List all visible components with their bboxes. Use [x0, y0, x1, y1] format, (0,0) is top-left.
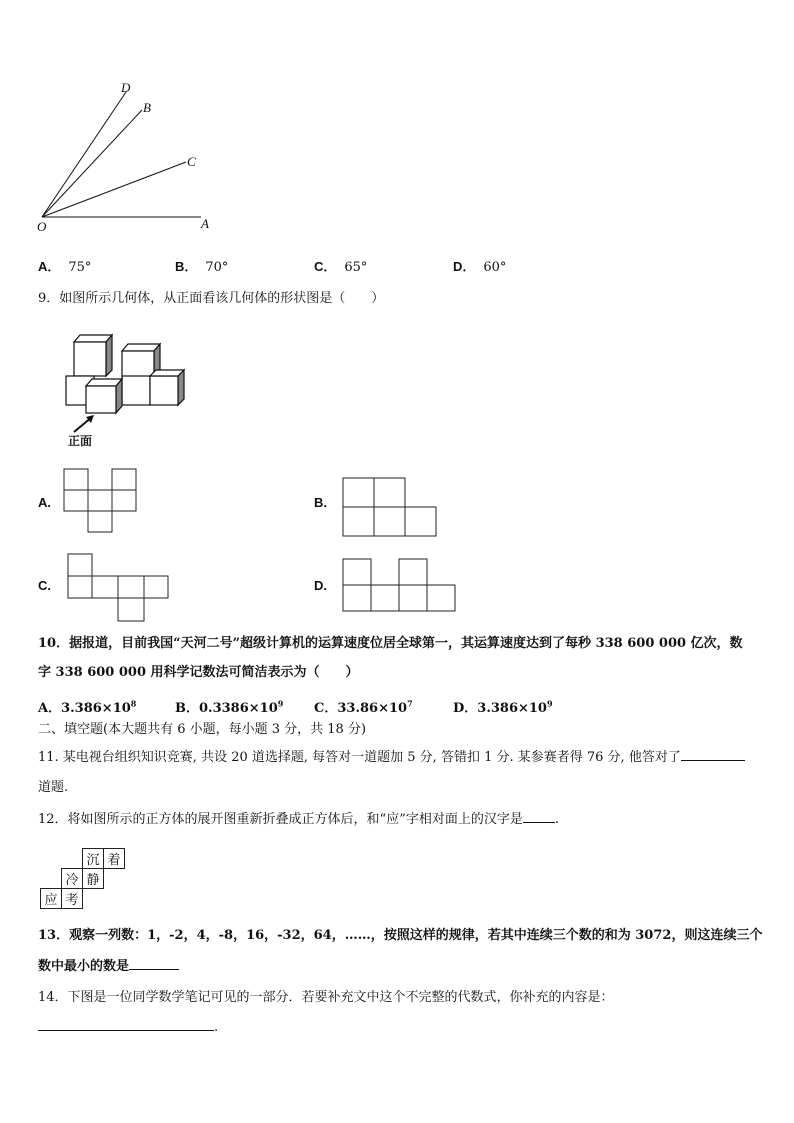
q9-option-b-key[interactable]: B.: [314, 495, 327, 510]
q13-line2: 数中最小的数是: [38, 957, 179, 977]
q10-option-a[interactable]: A．$3.386\times 10^8$: [38, 698, 137, 716]
q8-option-b[interactable]: B． 70°: [175, 259, 229, 275]
q9-stem: 9．如图所示几何体，从正面看该几何体的形状图是（ ）: [38, 291, 385, 306]
q13-answer-blank[interactable]: [129, 957, 179, 970]
label-b: B: [143, 100, 151, 115]
q14-answer-line: .: [38, 1018, 218, 1038]
q10-line2: 字 338 600 000 用科学记数法可简洁表示为（ ）: [38, 665, 359, 680]
q9-option-c-figure[interactable]: [66, 552, 172, 624]
q14-stem: 14．下图是一位同学数学笔记可见的一部分．若要补充文中这个不完整的代数式，你补充的内容是：: [38, 990, 614, 1005]
q10-line1: 10．据报道，目前我国“天河二号”超级计算机的运算速度位居全球第一，其运算速度达到了每秒 338 600 000 亿次，数: [38, 636, 743, 651]
q12-answer-blank[interactable]: [523, 810, 555, 823]
label-d: D: [121, 80, 131, 95]
cube-solid-figure: [62, 330, 197, 415]
q11-line2: 道题.: [38, 780, 69, 795]
label-c: C: [187, 154, 196, 169]
q11-answer-blank[interactable]: [681, 748, 745, 761]
cube-net-figure: 沉 着 冷 静 应 考: [40, 848, 125, 909]
q10-option-c[interactable]: C．$33.86\times 10^7$: [314, 698, 413, 716]
q14-answer-blank[interactable]: [38, 1018, 214, 1031]
q8-option-a[interactable]: A． 75°: [38, 259, 92, 275]
q9-option-a-key[interactable]: A.: [38, 495, 51, 510]
section-2-heading: 二、填空题(本大题共有 6 小题，每小题 3 分，共 18 分): [38, 722, 367, 737]
label-a: A: [201, 216, 209, 231]
q10-option-d[interactable]: D．$3.386\times 10^9$: [453, 698, 553, 716]
q9-option-d-figure[interactable]: [341, 557, 459, 615]
q11-line1: 11. 某电视台组织知识竞赛, 共设 20 道选择题, 每答对一道题加 5 分, 答错扣 1 分. 某参赛者得 76 分, 他答对了: [38, 748, 745, 768]
label-o: O: [37, 219, 47, 234]
q8-option-c[interactable]: C． 65°: [314, 259, 368, 275]
q9-option-a-figure[interactable]: [62, 467, 140, 537]
q13-line1: 13．观察一列数：1，-2，4，-8，16，-32，64，……，按照这样的规律，若其中连续三个数的和为 3072，则这连续三个: [38, 928, 763, 943]
q10-option-b[interactable]: B．$0.3386\times 10^9$: [175, 698, 284, 716]
q8-option-d[interactable]: D． 60°: [453, 259, 507, 275]
front-label: 正面: [68, 434, 93, 448]
q9-option-c-key[interactable]: C.: [38, 578, 51, 593]
q9-option-b-figure[interactable]: [341, 476, 441, 538]
q12-stem: 12．将如图所示的正方体的展开图重新折叠成正方体后，和“应”字相对面上的汉字是 .: [38, 812, 559, 827]
q9-option-d-key[interactable]: D.: [314, 578, 327, 593]
